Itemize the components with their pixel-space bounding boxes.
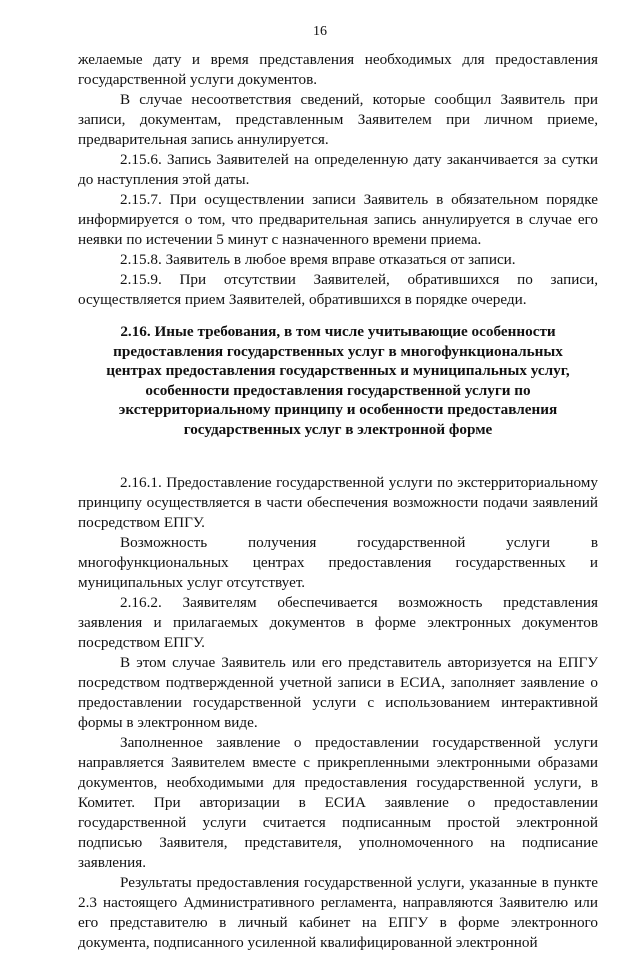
paragraph: желаемые дату и время представления необходимых для предоставления государственной услуги документов. <box>78 51 598 88</box>
document-body <box>78 50 598 953</box>
paragraph: В этом случае Заявитель или его представитель авторизуется на ЕПГУ посредством подтвержденной учетной записи в ЕСИА, заполняет заявление о предоставлении государственной услуги с использованием интерактивной формы в электронном виде. <box>78 654 598 731</box>
paragraph: Заполненное заявление о предоставлении государственной услуги направляется Заявителем вместе с прикрепленными электронными образами документов, необходимыми для предоставления государственной услуги, в Комитет. При авторизации в ЕСИА заявление о предоставлении государственной услуги считается подписанным простой электронной подписью Заявителя, представителя, уполномоченного на подписание заявления. <box>78 734 598 871</box>
paragraph: В случае несоответствия сведений, которые сообщил Заявитель при записи, документам, представленным Заявителем при личном приеме, предварительная запись аннулируется. <box>78 91 598 148</box>
paragraph: 2.15.7. При осуществлении записи Заявитель в обязательном порядке информируется о том, что предварительная запись аннулируется в случае его неявки по истечении 5 минут с назначенного времени приема. <box>78 191 598 248</box>
paragraph: Результаты предоставления государственной услуги, указанные в пункте 2.3 настоящего Административного регламента, направляются Заявителю или его представителю в личный кабинет на ЕПГУ в форме электронного документа, подписанного усиленной квалифицированной электронной <box>78 874 598 951</box>
paragraph: 2.16.1. Предоставление государственной услуги по экстерриториальному принципу осуществляется в части обеспечения возможности подачи заявлений посредством ЕПГУ. <box>78 474 598 531</box>
paragraph: 2.15.8. Заявитель в любое время вправе отказаться от записи. <box>120 251 516 268</box>
paragraph: Возможность получения государственной услуги в многофункциональных центрах предоставления государственных и муниципальных услуг отсутствует. <box>78 534 598 591</box>
paragraph: 2.15.6. Запись Заявителей на определенную дату заканчивается за сутки до наступления этой даты. <box>78 151 598 188</box>
paragraph: 2.16.2. Заявителям обеспечивается возможность представления заявления и прилагаемых документов в форме электронных документов посредством ЕПГУ. <box>78 594 598 651</box>
page-number: 16 <box>313 24 327 39</box>
paragraph: 2.15.9. При отсутствии Заявителей, обратившихся по записи, осуществляется прием Заявителей, обратившихся в порядке очереди. <box>78 271 598 308</box>
section-heading: 2.16. Иные требования, в том числе учитывающие особенности предоставления государственных услуг в многофункциональных центрах предоставления государственных и муниципальных услуг, особенности предоставления государственной услуги по экстерриториальному принципу и особенности предоставления государственных услуг в электронной форме <box>106 323 570 438</box>
